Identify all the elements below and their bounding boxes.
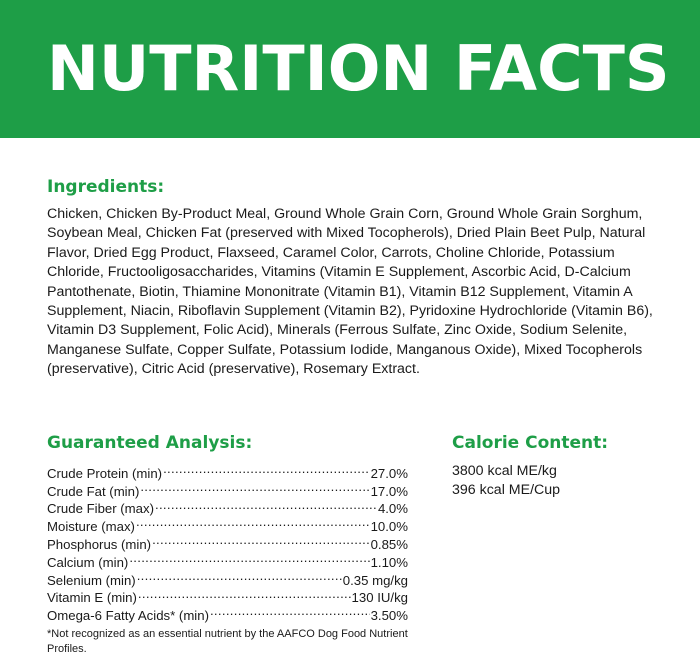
calorie-per-kg: 3800 kcal ME/kg xyxy=(452,463,557,479)
analysis-value: 3.50% xyxy=(370,608,408,624)
title-banner xyxy=(0,0,700,138)
analysis-value: 1.10% xyxy=(370,554,408,570)
analysis-label: Crude Fiber (max) xyxy=(47,501,154,517)
analysis-value: 0.85% xyxy=(370,536,408,552)
guaranteed-analysis-table xyxy=(47,460,408,624)
analysis-value: 130 IU/kg xyxy=(351,590,408,606)
analysis-value: 4.0% xyxy=(377,501,408,517)
analysis-value: 27.0% xyxy=(370,465,408,481)
analysis-row xyxy=(47,460,408,481)
analysis-label: Moisture (max) xyxy=(47,519,135,535)
analysis-label: Selenium (min) xyxy=(47,572,136,588)
analysis-label: Crude Protein (min) xyxy=(47,465,163,481)
page-title: NUTRITION FACTS xyxy=(47,32,670,105)
analysis-label: Crude Fat (min) xyxy=(47,483,140,499)
analysis-label: Phosphorus (min) xyxy=(47,536,152,552)
ingredients-heading: Ingredients: xyxy=(47,177,165,197)
calorie-per-cup: 396 kcal ME/Cup xyxy=(452,482,561,498)
dot-leader xyxy=(163,460,370,478)
analysis-label: Omega-6 Fatty Acids* (min) xyxy=(47,608,209,624)
analysis-label: Vitamin E (min) xyxy=(47,590,137,606)
dot-leader xyxy=(155,496,377,514)
dot-leader xyxy=(140,478,369,496)
dot-leader xyxy=(129,549,369,567)
ingredients-list: Chicken, Chicken By-Product Meal, Ground Whole Grain Corn, Ground Whole Grain Sorghum, Soybean Meal, Chicken Fat (preserved with Mixed Tocopherols), Dried Plain Beet Pulp, Natural Flavor, Dried Egg Product, Flaxseed, Caramel Color, Carrots, Choline Chloride, Potassium Chloride, Fructooligosaccharides, Vitamins (Vitamin E Supplement, Ascorbic Acid, D-Calcium Pantothenate, Biotin, Thiamine Mononitrate (Vitamin B1), Vitamin B12 Supplement, Vitamin A Supplement, Niacin, Riboflavin Supplement (Vitamin B2), Pyridoxine Hydrochloride (Vitamin B6), Vitamin D3 Supplement, Folic Acid), Minerals (Ferrous Sulfate, Zinc Oxide, Sodium Selenite, Manganese Sulfate, Copper Sulfate, Potassium Iodide, Manganous Oxide), Mixed Tocopherols (preservative), Citric Acid (preservative), Rosemary Extract. xyxy=(47,206,653,378)
calorie-content-heading: Calorie Content: xyxy=(452,433,609,453)
analysis-value: 0.35 mg/kg xyxy=(342,572,408,588)
dot-leader xyxy=(137,567,342,585)
aafco-footnote: *Not recognized as an essential nutrient by the AAFCO Dog Food Nutrient Profiles. xyxy=(47,628,408,655)
analysis-value: 17.0% xyxy=(370,483,408,499)
dot-leader xyxy=(210,602,370,620)
guaranteed-analysis-heading: Guaranteed Analysis: xyxy=(47,433,253,453)
dot-leader xyxy=(136,513,370,531)
analysis-label: Calcium (min) xyxy=(47,554,129,570)
analysis-value: 10.0% xyxy=(370,519,408,535)
calorie-content-list xyxy=(452,462,560,500)
dot-leader xyxy=(152,531,370,549)
dot-leader xyxy=(138,585,351,603)
